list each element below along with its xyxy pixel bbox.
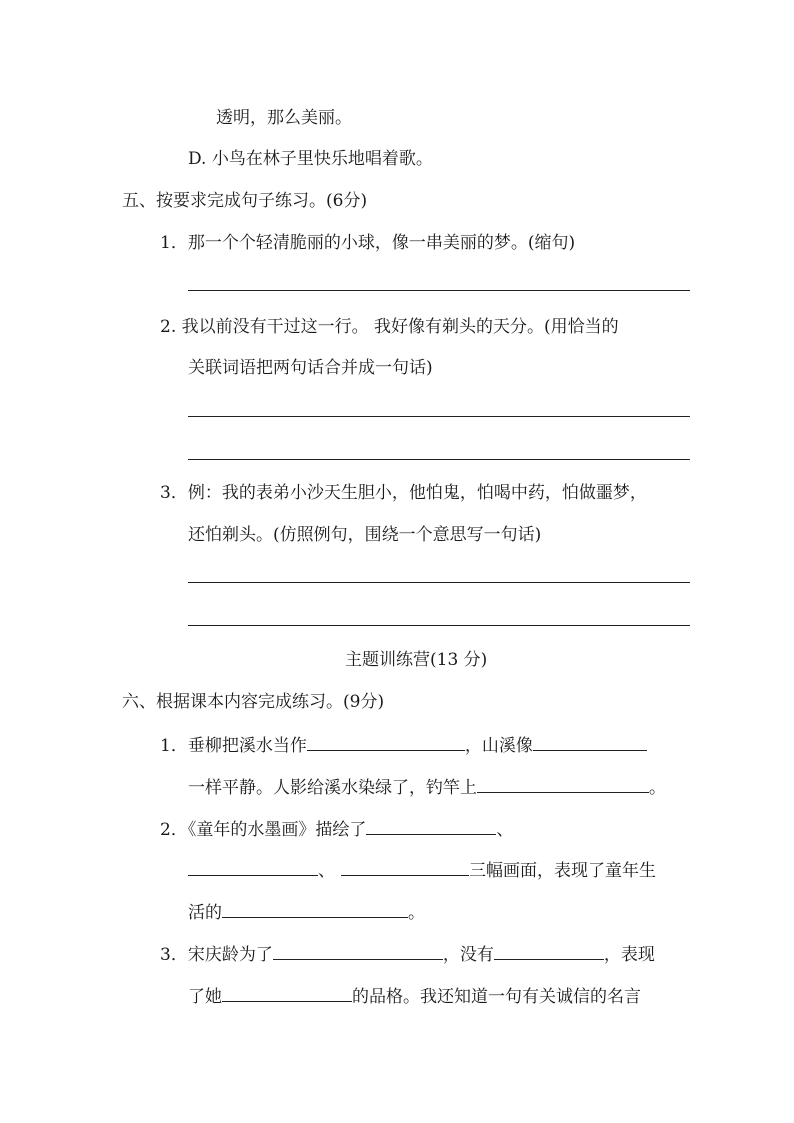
q2-text-3: 活的 bbox=[188, 903, 222, 923]
answer-line[interactable] bbox=[188, 416, 690, 417]
section5-title: 五、按要求完成句子练习。(6分) bbox=[122, 191, 368, 211]
section6-title: 六、根据课本内容完成练习。(9分) bbox=[122, 692, 385, 712]
section5-q2-line2: 关联词语把两句话合并成一句话) bbox=[188, 358, 433, 378]
fill-blank[interactable] bbox=[477, 774, 649, 793]
fill-blank[interactable] bbox=[494, 941, 604, 960]
fill-blank[interactable] bbox=[307, 732, 465, 751]
answer-line[interactable] bbox=[188, 290, 690, 291]
section6-q2-line2 bbox=[188, 857, 656, 883]
q3-text-1: 3．宋庆龄为了 bbox=[160, 945, 273, 965]
option-d: D. 小鸟在林子里快乐地唱着歌。 bbox=[188, 149, 433, 169]
section6-q3-line1 bbox=[160, 941, 655, 967]
fill-blank[interactable] bbox=[366, 816, 496, 835]
section6-q1-line2 bbox=[188, 774, 666, 800]
q2-text-2: 三幅画面，表现了童年生 bbox=[469, 861, 656, 881]
q1-text-end: 。 bbox=[649, 778, 666, 798]
q3-text-2: ，没有 bbox=[442, 945, 494, 965]
section5-q2-line1: 2. 我以前没有干过这一行。 我好像有剃头的天分。(用恰当的 bbox=[160, 317, 619, 337]
q3-text-3: ，表现 bbox=[603, 945, 655, 965]
q2-sep-2: 、 bbox=[318, 861, 335, 881]
section5-q3-line2: 还怕剃头。(仿照例句，围绕一个意思写一句话) bbox=[188, 525, 542, 545]
fill-blank[interactable] bbox=[533, 732, 647, 751]
q2-text-1: 2．《童年的水墨画》描绘了 bbox=[160, 820, 367, 840]
answer-line[interactable] bbox=[188, 582, 690, 583]
q1-text-1: 1．垂柳把溪水当作 bbox=[160, 736, 307, 756]
section5-q1: 1．那一个个轻清脆丽的小球，像一串美丽的梦。(缩句) bbox=[160, 233, 576, 253]
q3-text-4: 了她 bbox=[188, 987, 222, 1007]
q1-text-3: 一样平静。人影给溪水染绿了，钓竿上 bbox=[188, 778, 477, 798]
fill-blank[interactable] bbox=[222, 899, 408, 918]
answer-line[interactable] bbox=[188, 459, 690, 460]
fill-blank[interactable] bbox=[341, 857, 469, 876]
q1-text-2: ，山溪像 bbox=[464, 736, 533, 756]
fill-blank[interactable] bbox=[222, 983, 352, 1002]
section5-q3-line1: 3．例：我的表弟小沙天生胆小，他怕鬼，怕喝中药，怕做噩梦， bbox=[160, 483, 647, 503]
q3-text-5: 的品格。我还知道一句有关诚信的名言 bbox=[352, 987, 641, 1007]
fill-blank[interactable] bbox=[273, 941, 443, 960]
q2-sep-1: 、 bbox=[496, 820, 514, 840]
continued-text: 透明，那么美丽。 bbox=[216, 108, 352, 128]
answer-line[interactable] bbox=[188, 625, 690, 626]
q2-text-end: 。 bbox=[408, 903, 425, 923]
section6-q2-line3 bbox=[188, 899, 425, 925]
fill-blank[interactable] bbox=[188, 857, 318, 876]
theme-title: 主题训练营(13 分) bbox=[345, 650, 488, 670]
section6-q2-line1 bbox=[160, 816, 513, 842]
section6-q3-line2 bbox=[188, 983, 641, 1009]
section6-q1-line1 bbox=[160, 732, 647, 758]
